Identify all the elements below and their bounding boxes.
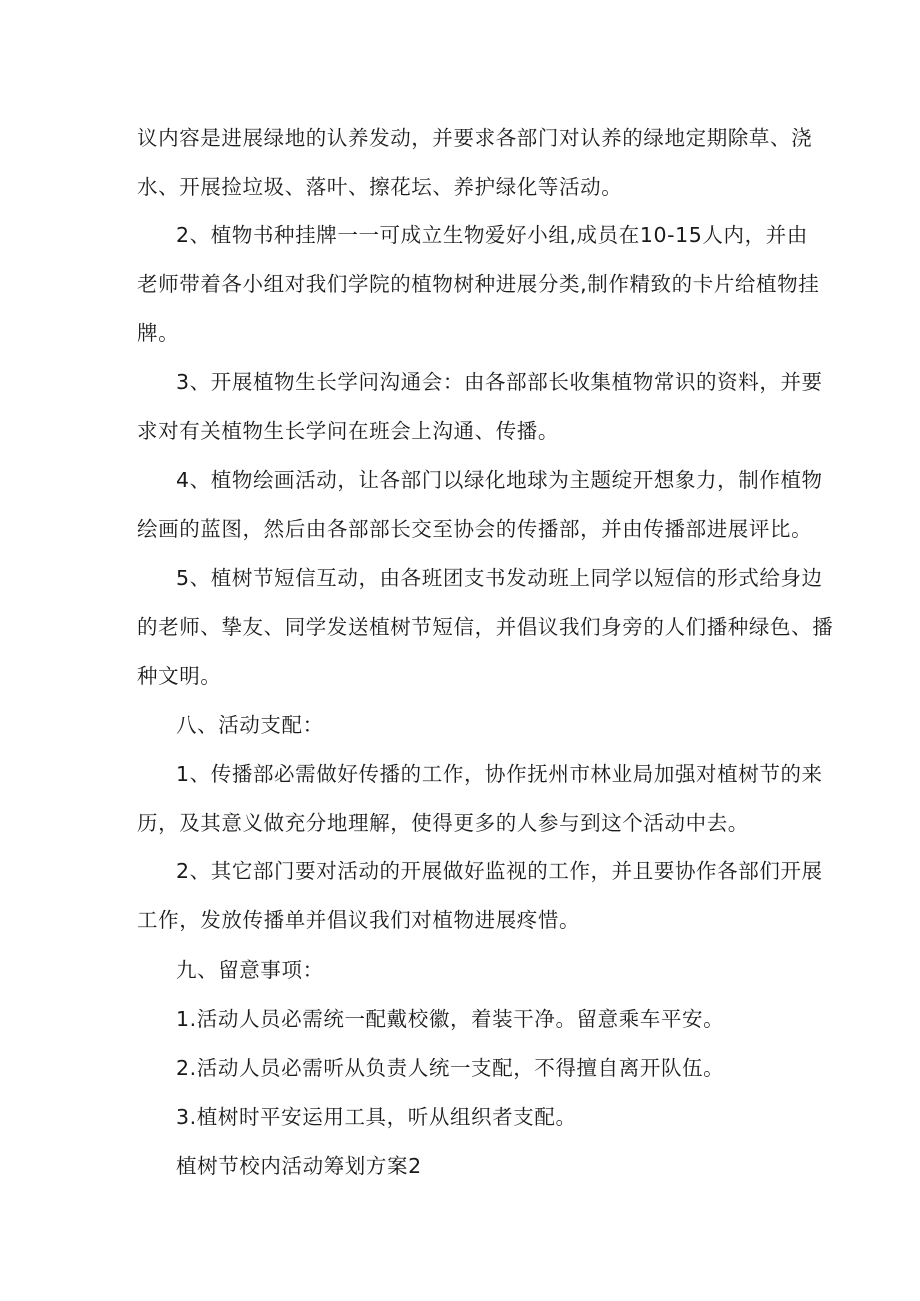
- text-line: 2、其它部门要对活动的开展做好监视的工作，并且要协作各部们开展: [176, 859, 823, 883]
- text-line: 5、植树节短信互动，由各班团支书发动班上同学以短信的形式给身边: [176, 566, 823, 590]
- text-line: 工作，发放传播单并倡议我们对植物进展疼惜。: [137, 908, 581, 932]
- section-heading: 九、留意事项：: [176, 958, 324, 982]
- text-line: 3、开展植物生长学问沟通会：由各部部长收集植物常识的资料，并要: [176, 370, 823, 394]
- list-item: 2.活动人员必需听从负责人统一支配，不得擅自离开队伍。: [176, 1056, 725, 1080]
- text-line: 4、植物绘画活动，让各部门以绿化地球为主题绽开想象力，制作植物: [176, 468, 823, 492]
- document-title: 植树节校内活动筹划方案2: [176, 1154, 422, 1178]
- text-line: 老师带着各小组对我们学院的植物树种进展分类,制作精致的卡片给植物挂: [137, 272, 820, 296]
- list-item: 1.活动人员必需统一配戴校徽，着装干净。留意乘车平安。: [176, 1007, 725, 1031]
- text-line: 绘画的蓝图，然后由各部部长交至协会的传播部，并由传播部进展评比。: [137, 517, 813, 541]
- text-line: 的老师、挚友、同学发送植树节短信，并倡议我们身旁的人们播种绿色、播: [137, 615, 834, 639]
- text-line: 1、传播部必需做好传播的工作，协作抚州市林业局加强对植树节的来: [176, 762, 823, 786]
- text-line: 牌。: [137, 321, 180, 345]
- text-line: 水、开展捡垃圾、落叶、擦花坛、养护绿化等活动。: [137, 175, 623, 199]
- text-line: 历，及其意义做充分地理解，使得更多的人参与到这个活动中去。: [137, 811, 749, 835]
- section-heading: 八、活动支配：: [176, 713, 324, 737]
- text-line: 议内容是进展绿地的认养发动，并要求各部门对认养的绿地定期除草、浇: [137, 126, 813, 150]
- list-item: 3.植树时平安运用工具，听从组织者支配。: [176, 1105, 577, 1129]
- text-line: 求对有关植物生长学问在班会上沟通、传播。: [137, 419, 559, 443]
- text-line: 2、植物书种挂牌一一可成立生物爱好小组,成员在10-15人内，并由: [176, 223, 808, 247]
- text-line: 种文明。: [137, 664, 222, 688]
